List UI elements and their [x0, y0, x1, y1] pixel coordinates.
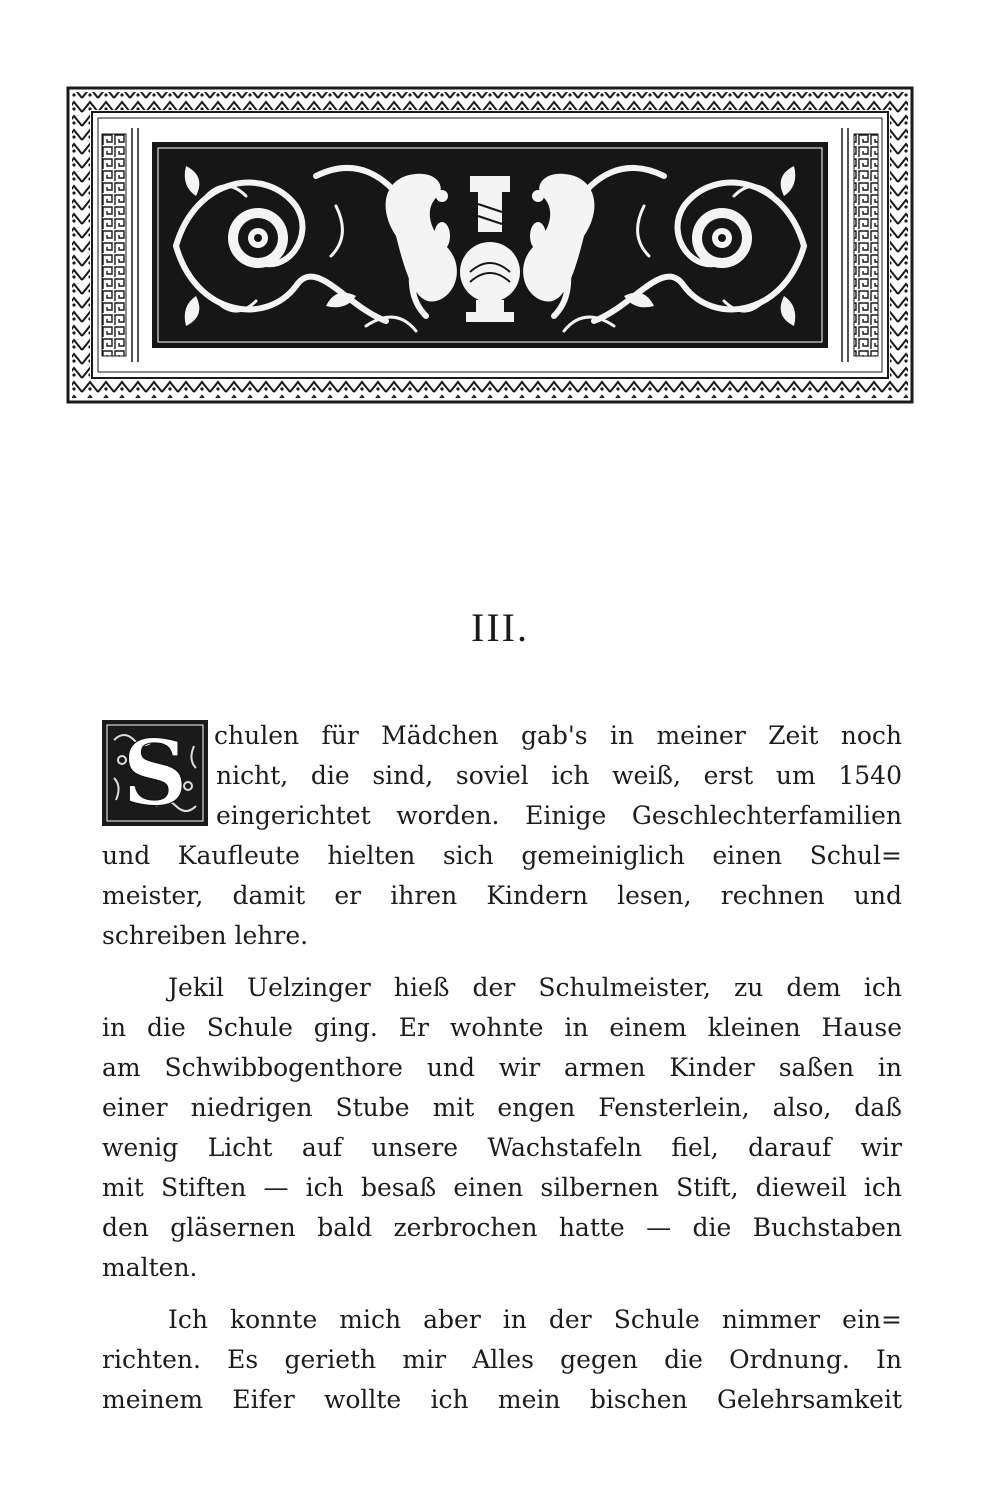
text-line: chulen für Mädchen gab's in meiner Zeit noch [214, 721, 902, 750]
text-line: malten. [102, 1253, 198, 1282]
text-line: Jekil Uelzinger hieß der Schulmeister, zu dem ich [168, 973, 902, 1002]
ornament-svg [66, 86, 914, 404]
ornamental-header-band [66, 86, 914, 404]
text-line: mit Stiften — ich besaß einen silbernen Stift, dieweil ich [102, 1173, 902, 1202]
text-line: schreiben lehre. [102, 921, 309, 950]
rosette-left [228, 208, 288, 268]
drop-cap-initial [102, 720, 208, 826]
text-line: den gläsernen bald zerbrochen hatte — die Buchstaben [102, 1213, 902, 1242]
text-line: in die Schule ging. Er wohnte in einem kleinen Hause [102, 1013, 902, 1042]
text-line: meinem Eifer wollte ich mein bischen Gelehrsamkeit [102, 1385, 902, 1414]
text-line: Ich konnte mich aber in der Schule nimmer ein= [168, 1305, 902, 1334]
text-line: nicht, die sind, soviel ich weiß, erst um 1540 [216, 761, 902, 790]
text-line: wenig Licht auf unsere Wachstafeln fiel, darauf wir [102, 1133, 902, 1162]
text-line: meister, damit er ihren Kindern lesen, rechnen und [102, 881, 902, 910]
text-line: am Schwibbogenthore und wir armen Kinder saßen in [102, 1053, 902, 1082]
text-line: eingerichtet worden. Einige Geschlechterfamilien [216, 801, 902, 830]
rosette-right [692, 208, 752, 268]
text-line: einer niedrigen Stube mit engen Fensterlein, also, daß [102, 1093, 902, 1122]
text-line: und Kaufleute hielten sich gemeiniglich einen Schul= [102, 841, 902, 870]
chapter-number: III. [471, 605, 529, 650]
drop-cap-letter: S [122, 720, 188, 826]
text-line: richten. Es gerieth mir Alles gegen die Ordnung. In [102, 1345, 902, 1374]
